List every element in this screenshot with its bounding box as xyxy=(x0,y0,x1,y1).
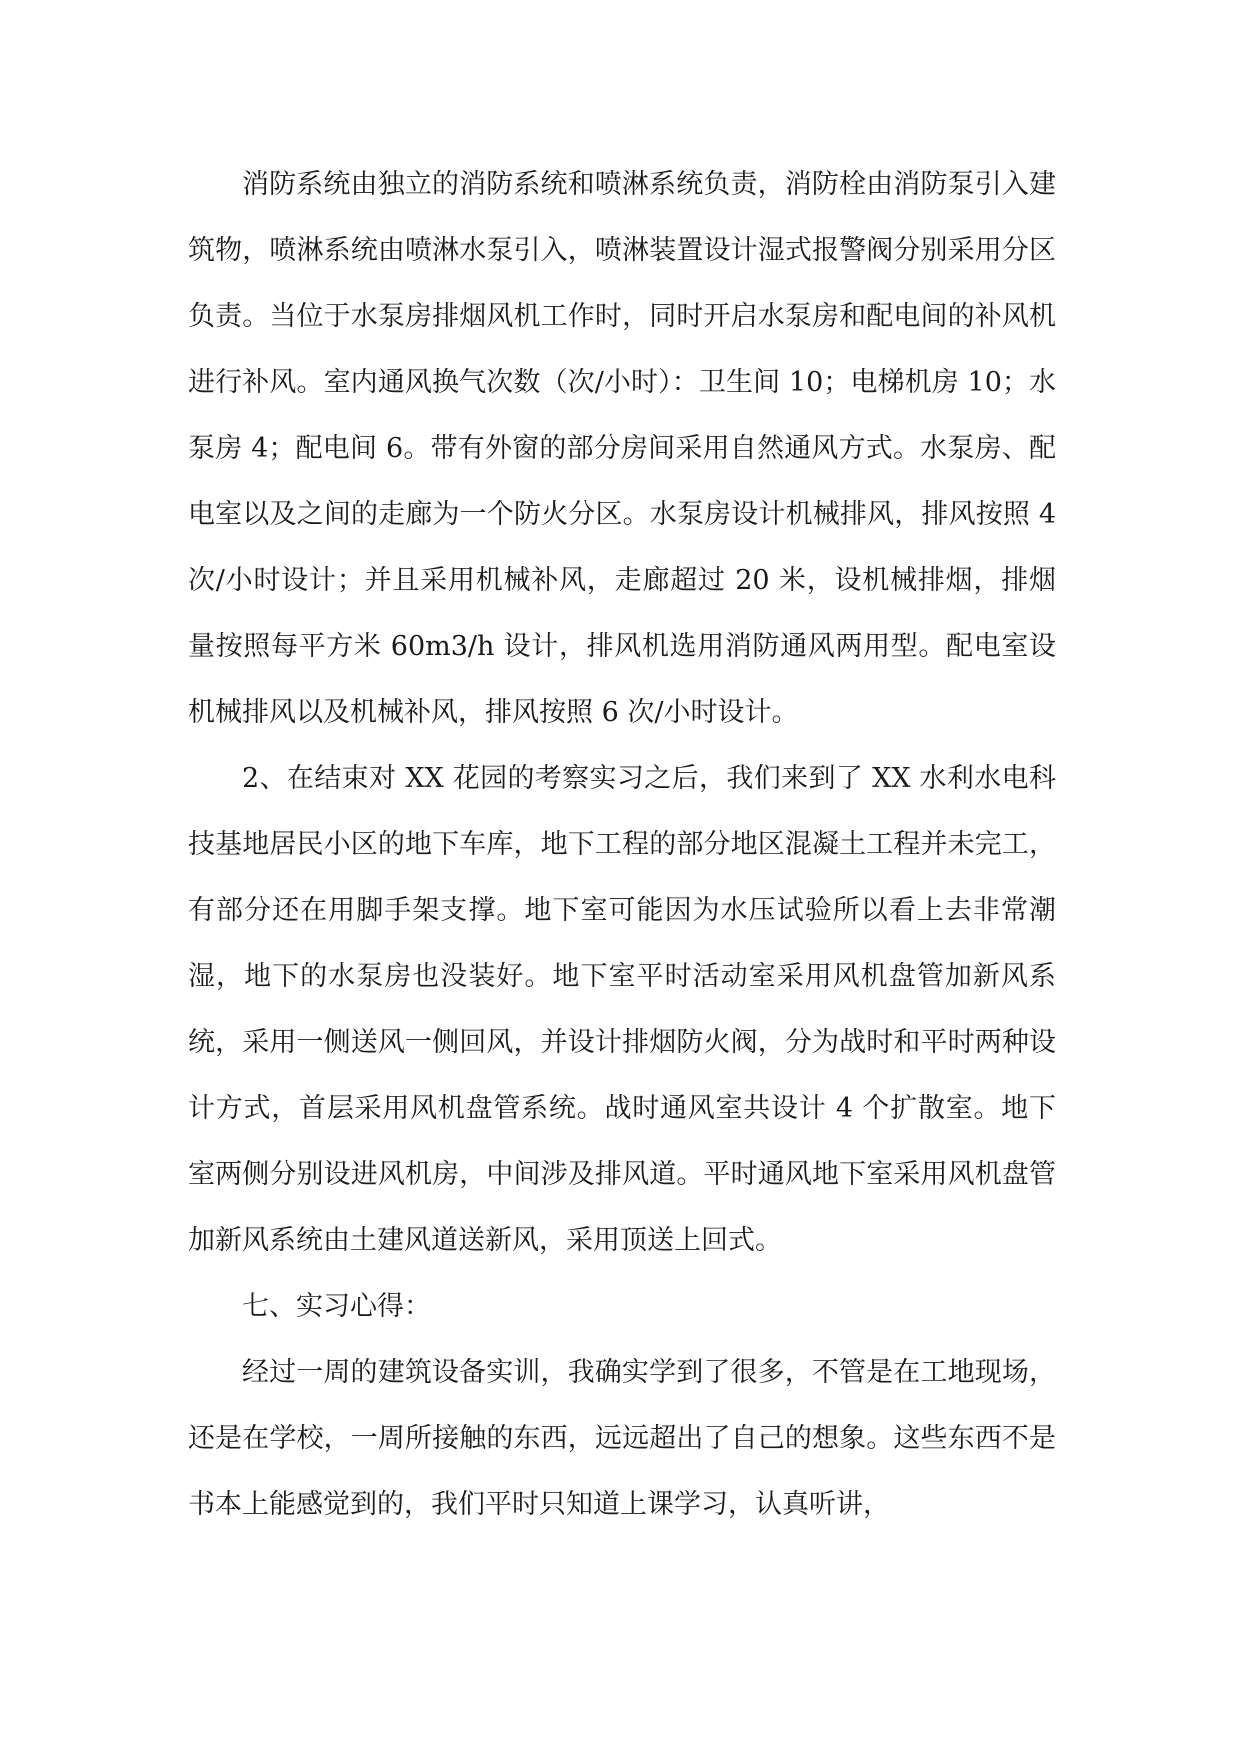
paragraph-fire-system: 消防系统由独立的消防系统和喷淋系统负责，消防栓由消防泵引入建筑物，喷淋系统由喷淋水泵引入，喷淋装置设计湿式报警阀分别采用分区负责。当位于水泵房排烟风机工作时，同时开启水泵房和配电间的补风机进行补风。室内通风换气次数（次/小时）：卫生间 10；电梯机房 10；水泵房 4；配电间 6。带有外窗的部分房间采用自然通风方式。水泵房、配电室以及之间的走廊为一个防火分区。水泵房设计机械排风，排风按照 4 次/小时设计；并且采用机械补风，走廊超过 20 米，设机械排烟，排烟量按照每平方米 60m3/h 设计，排风机选用消防通风两用型。配电室设机械排风以及机械补风，排风按照 6 次/小时设计。 xyxy=(188,169,1056,728)
section-heading-internship-reflections: 七、实习心得： xyxy=(242,1291,431,1322)
document-body xyxy=(188,152,1056,1538)
paragraph-reflections: 经过一周的建筑设备实训，我确实学到了很多，不管是在工地现场，还是在学校，一周所接触的东西，远远超出了自己的想象。这些东西不是书本上能感觉到的，我们平时只知道上课学习，认真听讲， xyxy=(188,1357,1056,1520)
paragraph-site-visit-2: 2、在结束对 XX 花园的考察实习之后，我们来到了 XX 水利水电科技基地居民小区的地下车库，地下工程的部分地区混凝土工程并未完工，有部分还在用脚手架支撑。地下室可能因为水压试验所以看上去非常潮湿，地下的水泵房也没装好。地下室平时活动室采用风机盘管加新风系统，采用一侧送风一侧回风，并设计排烟防火阀，分为战时和平时两种设计方式，首层采用风机盘管系统。战时通风室共设计 4 个扩散室。地下室两侧分别设进风机房，中间涉及排风道。平时通风地下室采用风机盘管加新风系统由土建风道送新风，采用顶送上回式。 xyxy=(188,763,1056,1256)
